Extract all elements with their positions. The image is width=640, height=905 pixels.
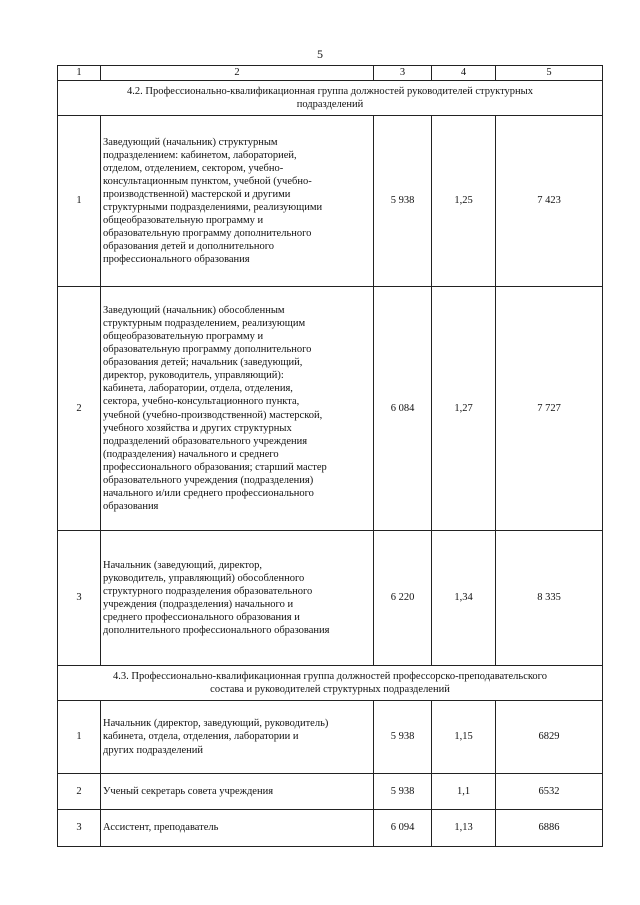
coefficient: 1,27 (432, 287, 496, 531)
position-name: Ученый секретарь совета учреждения (101, 774, 374, 810)
column-number-3: 3 (374, 66, 432, 81)
section-heading-4-3 (58, 666, 603, 701)
total-salary: 8 335 (496, 531, 603, 666)
table-row (58, 287, 603, 531)
row-number: 1 (58, 116, 101, 287)
section-title: 4.3. Профессионально-квалификационная группа должностей профессорско-преподавательского состава и руководителей структурных подразделений (58, 666, 603, 701)
base-salary: 6 220 (374, 531, 432, 666)
total-salary: 6829 (496, 701, 603, 774)
table-row (58, 810, 603, 847)
table-header-row (58, 66, 603, 81)
total-salary: 6886 (496, 810, 603, 847)
base-salary: 5 938 (374, 774, 432, 810)
page-number: 5 (317, 47, 323, 61)
column-number-2: 2 (101, 66, 374, 81)
coefficient: 1,13 (432, 810, 496, 847)
column-number-1: 1 (58, 66, 101, 81)
section-title: 4.2. Профессионально-квалификационная группа должностей руководителей структурных подразделений (58, 81, 603, 116)
row-number: 3 (58, 531, 101, 666)
coefficient: 1,1 (432, 774, 496, 810)
column-number-4: 4 (432, 66, 496, 81)
total-salary: 7 727 (496, 287, 603, 531)
position-name: Начальник (директор, заведующий, руководитель) кабинета, отдела, отделения, лаборатории и других подразделений (101, 701, 374, 774)
base-salary: 5 938 (374, 701, 432, 774)
base-salary: 6 094 (374, 810, 432, 847)
position-name: Начальник (заведующий, директор, руководитель, управляющий) обособленного структурного подразделения образовательного учреждения (подразделения) начального и среднего профессионального образования и дополнительного профессионального образования (101, 531, 374, 666)
coefficient: 1,34 (432, 531, 496, 666)
table-row (58, 116, 603, 287)
position-name: Ассистент, преподаватель (101, 810, 374, 847)
coefficient: 1,25 (432, 116, 496, 287)
position-name: Заведующий (начальник) структурным подразделением: кабинетом, лабораторией, отделом, отделением, сектором, учебно- консультационным пунктом, учебной (учебно- производственной) мастерской и другими структурными подразделениями, реализующими общеобразовательную программу и образовательную программу дополнительного образования детей и дополнительного профессионального образования (101, 116, 374, 287)
row-number: 2 (58, 774, 101, 810)
row-number: 3 (58, 810, 101, 847)
table-row (58, 774, 603, 810)
row-number: 2 (58, 287, 101, 531)
coefficient: 1,15 (432, 701, 496, 774)
column-number-5: 5 (496, 66, 603, 81)
base-salary: 6 084 (374, 287, 432, 531)
table-row (58, 531, 603, 666)
base-salary: 5 938 (374, 116, 432, 287)
total-salary: 6532 (496, 774, 603, 810)
section-heading-4-2 (58, 81, 603, 116)
total-salary: 7 423 (496, 116, 603, 287)
salary-table (57, 65, 603, 847)
position-name: Заведующий (начальник) обособленным структурным подразделением, реализующим общеобразовательную программу и образовательную программу дополнительного образования детей; начальник (заведующий, директор, руководитель, управляющий): кабинета, лаборатории, отдела, отделения, сектора, учебно-консультационного пункта, учебной (учебно-производственной) мастерской, учебного хозяйства и других структурных подразделений образовательного учреждения (подразделения) начального и среднего профессионального образования; старший мастер образовательного учреждения (подразделения) начального и/или среднего профессионального образования (101, 287, 374, 531)
table-row (58, 701, 603, 774)
row-number: 1 (58, 701, 101, 774)
